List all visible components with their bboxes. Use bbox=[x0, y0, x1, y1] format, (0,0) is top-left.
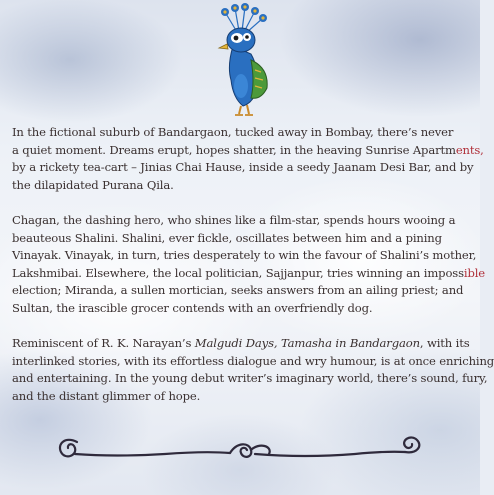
text-span: Sultan, the irascible grocer contends with an overfriendly dog. bbox=[12, 300, 373, 315]
text-span: and entertaining. In the young debut writer’s imaginary world, there’s sound, fury, bbox=[12, 371, 488, 386]
text-span: and the distant glimmer of hope. bbox=[12, 388, 201, 403]
text-span-accent: ible bbox=[463, 265, 485, 280]
text-span-accent: ents, bbox=[455, 142, 484, 157]
text-line bbox=[12, 142, 484, 160]
text-span: Reminiscent of R. K. Narayan’s bbox=[12, 336, 195, 351]
text-span: by a rickety tea-cart – Jinias Chai Hause, inside a seedy Jaanam Desi Bar, and by bbox=[12, 160, 474, 175]
text-span: interlinked stories, with its effortless dialogue and wry humour, is at once enriching bbox=[12, 353, 494, 368]
text-span: election; Miranda, a sullen mortician, seeks answers from an ailing priest; and bbox=[12, 283, 464, 298]
text-span: the dilapidated Purana Qila. bbox=[12, 177, 174, 192]
blurb-paragraph-3 bbox=[12, 335, 494, 405]
text-line bbox=[12, 300, 474, 318]
text-span: , with its bbox=[419, 336, 470, 351]
scroll-flourish-divider-icon bbox=[55, 428, 427, 462]
text-span: a quiet moment. Dreams erupt, hopes shatter, in the heaving Sunrise Apartm bbox=[12, 142, 456, 157]
text-line bbox=[12, 212, 474, 230]
text-span: Lakshmibai. Elsewhere, the local politician, Sajjanpur, tries winning an imposs bbox=[12, 265, 464, 280]
text-span: Chagan, the dashing hero, who shines like a film-star, spends hours wooing a bbox=[12, 212, 456, 227]
text-span: beauteous Shalini. Shalini, ever fickle, oscillates between him and a pining bbox=[12, 230, 442, 245]
text-line bbox=[12, 159, 474, 177]
peacock-cartoon-icon bbox=[197, 2, 287, 118]
text-line bbox=[12, 388, 474, 406]
blurb-text bbox=[12, 124, 494, 423]
text-line bbox=[12, 353, 494, 371]
text-span: In the fictional suburb of Bandargaon, tucked away in Bombay, there’s never bbox=[12, 125, 454, 139]
blurb-paragraph-1 bbox=[12, 124, 484, 194]
text-span: Vinayak. Vinayak, in turn, tries desperately to win the favour of Shalini’s mother, bbox=[12, 248, 477, 263]
book-titles-italic: Malgudi Days, Tamasha in Bandargaon bbox=[194, 336, 420, 351]
text-line bbox=[12, 230, 474, 248]
text-line bbox=[12, 247, 477, 265]
text-line bbox=[12, 335, 474, 353]
text-line bbox=[12, 177, 474, 195]
text-line bbox=[12, 282, 474, 300]
text-line bbox=[12, 124, 474, 142]
text-line bbox=[12, 370, 488, 388]
text-line bbox=[12, 265, 485, 283]
blurb-paragraph-2 bbox=[12, 212, 485, 318]
